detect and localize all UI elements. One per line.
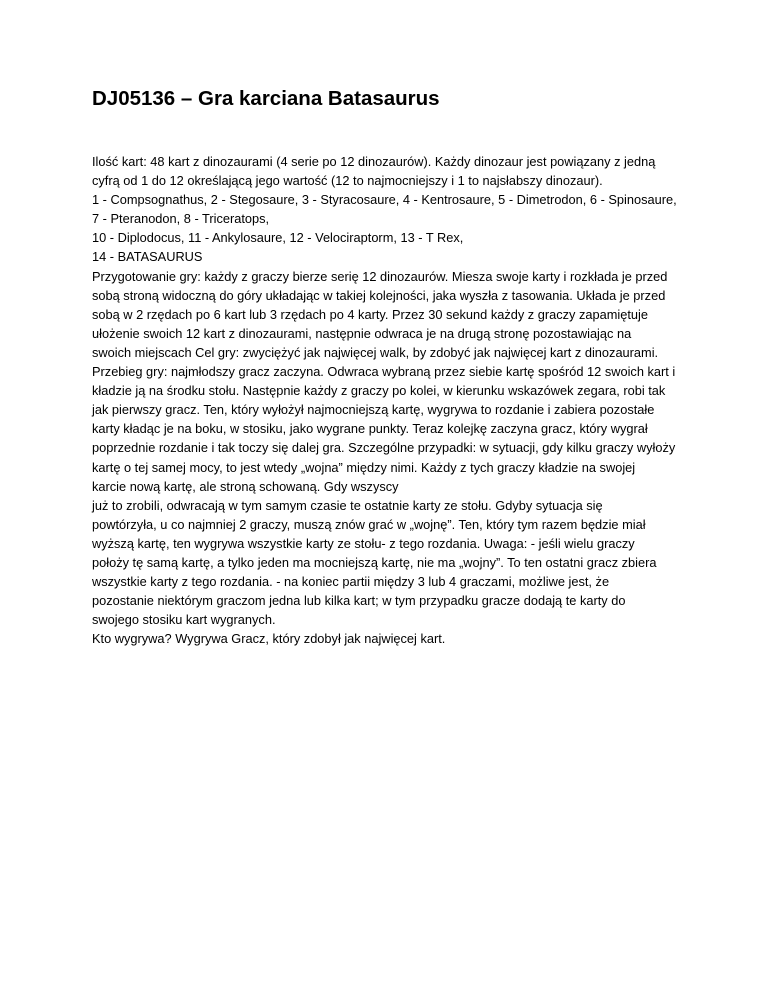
body-line: ułożenie swoich 12 kart z dinozaurami, następnie odwraca je na drugą stronę pozostawiając na	[92, 325, 632, 341]
document-body	[92, 152, 692, 648]
body-line: swojego stosiku kart wygranych.	[92, 612, 276, 628]
body-line: 7 - Pteranodon, 8 - Triceratops,	[92, 211, 270, 227]
body-line: wszystkie karty z tego rozdania. - na koniec partii między 3 lub 4 graczami, możliwe jest, że	[92, 574, 610, 590]
body-line: kartę o tej samej mocy, to jest wtedy „wojna” między nimi. Każdy z tych graczy kładzie na swojej	[92, 459, 636, 475]
body-line: Ilość kart: 48 kart z dinozaurami (4 serie po 12 dinozaurów). Każdy dinozaur jest powiązany z jedną	[92, 154, 656, 169]
body-line: Przygotowanie gry: każdy z graczy bierze serię 12 dinozaurów. Miesza swoje karty i rozkłada je przed	[92, 268, 668, 284]
body-line: sobą stroną widoczną do góry układając w takiej kolejności, jaka wyszła z tasowania. Układa je przed	[92, 287, 666, 303]
body-line: Przebieg gry: najmłodszy gracz zaczyna. Odwraca wybraną przez siebie kartę spośród 12 swoich kart i	[92, 364, 676, 380]
body-line: cyfrą od 1 do 12 określającą jego wartość (12 to najmocniejszy i 1 to najsłabszy dinozaur).	[92, 173, 603, 189]
body-line: kładzie ją na środku stołu. Następnie każdy z graczy po kolei, w kierunku wskazówek zegara, robi tak	[92, 383, 666, 399]
body-line: jak pierwszy gracz. Ten, który wyłożył najmocniejszą kartę, wygrywa to rozdanie i zabiera pozostałe	[92, 402, 655, 418]
body-line: swoich miejscach Cel gry: zwyciężyć jak najwięcej walk, by zdobyć jak najwięcej kart z dinozaurami.	[92, 344, 659, 360]
body-line: pozostanie niektórym graczom jedna lub kilka kart; w tym przypadku gracze dodają te karty do	[92, 593, 626, 609]
body-line: 10 - Diplodocus, 11 - Ankylosaure, 12 - Velociraptorm, 13 - T Rex,	[92, 230, 464, 246]
body-line: poprzednie rozdanie i tak toczy się dalej gra. Szczególne przypadki: w sytuacji, gdy kilku graczy wyłoży	[92, 440, 676, 456]
body-line: karcie nową kartę, ale stroną schowaną. Gdy wszyscy	[92, 478, 399, 494]
body-line: położy tę samą kartę, a tylko jeden ma mocniejszą kartę, nie ma „wojny”. To ten ostatni gracz zbiera	[92, 554, 657, 570]
body-line: sobą w 2 rzędach po 6 kart lub 3 rzędach po 4 karty. Przez 30 sekund każdy z graczy zapamiętuje	[92, 306, 649, 322]
body-line: 1 - Compsognathus, 2 - Stegosaure, 3 - Styracosaure, 4 - Kentrosaure, 5 - Dimetrodon, 6 - Spinosaure,	[92, 192, 677, 208]
body-line: powtórzyła, u co najmniej 2 graczy, muszą znów grać w „wojnę”. Ten, który tym razem będzie miał	[92, 516, 646, 532]
body-line: już to zrobili, odwracają w tym samym czasie te ostatnie karty ze stołu. Gdyby sytuacja się	[92, 497, 603, 513]
body-line: 14 - BATASAURUS	[92, 249, 203, 265]
document-title: DJ05136 – Gra karciana Batasaurus	[92, 87, 440, 110]
body-line: wyższą kartę, ten wygrywa wszystkie karty ze stołu- z tego rozdania. Uwaga: - jeśli wielu graczy	[92, 535, 635, 551]
body-line: Kto wygrywa? Wygrywa Gracz, który zdobył jak najwięcej kart.	[92, 631, 446, 647]
body-line: karty kładąc je na boku, w stosiku, jako wygrane punkty. Teraz kolejkę zaczyna gracz, który wygrał	[92, 421, 648, 437]
